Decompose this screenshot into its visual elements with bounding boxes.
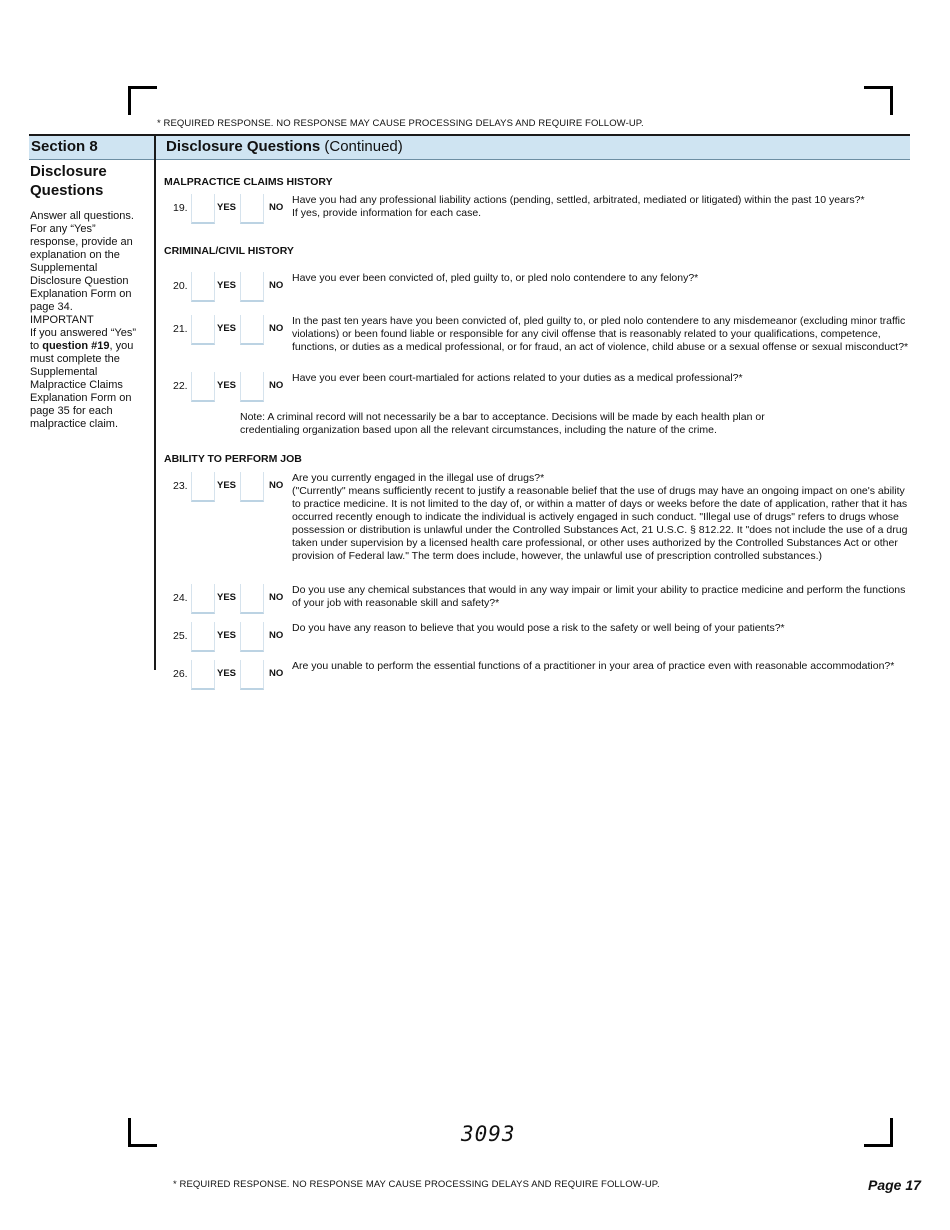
question-23 xyxy=(173,472,918,562)
question-text xyxy=(292,272,915,285)
no-label: NO xyxy=(269,380,284,391)
crop-mark-top-right xyxy=(864,86,893,115)
no-label: NO xyxy=(269,280,284,291)
question-text-line: Do you use any chemical substances that would in any way impair or limit your ability to practice medicine and perform the functions of your job with reasonable skill and safety?* xyxy=(292,584,906,609)
important-post: , you must complete the Supplemental Malpractice Claims Explanation Form on page 35 for each malpractice claim. xyxy=(30,340,134,430)
yes-checkbox-23[interactable] xyxy=(191,472,215,502)
yes-label: YES xyxy=(217,280,237,291)
question-number: 19. xyxy=(173,202,188,214)
yes-checkbox-25[interactable] xyxy=(191,622,215,652)
sidebar xyxy=(30,162,142,431)
crop-mark-top-left xyxy=(128,86,157,115)
important-pre: If you answered “Yes” to xyxy=(30,327,136,352)
section-title xyxy=(166,138,403,155)
group-title-ability: ABILITY TO PERFORM JOB xyxy=(164,453,302,465)
question-text-line: Are you unable to perform the essential functions of a practitioner in your area of practice even with reasonable accommodation?* xyxy=(292,660,895,672)
question-text xyxy=(292,622,915,635)
question-number: 25. xyxy=(173,630,188,642)
question-25 xyxy=(173,622,918,662)
question-text xyxy=(292,315,915,354)
question-number: 21. xyxy=(173,323,188,335)
section-header-bar xyxy=(29,134,910,160)
yes-label: YES xyxy=(217,380,237,391)
required-note-top: * REQUIRED RESPONSE. NO RESPONSE MAY CAUSE PROCESSING DELAYS AND REQUIRE FOLLOW-UP. xyxy=(157,118,644,129)
yes-label: YES xyxy=(217,202,237,213)
question-text-line: In the past ten years have you been convicted of, pled guilty to, or pled nolo contendere to any misdemeanor (excluding minor traffic violations) or been found liable or responsible for any civil offense that is reasonably related to your qualifications, competence, functions, or duties as a medical professional, or for fraud, an act of violence, child abuse or a sexual offense or sexual misconduct?* xyxy=(292,315,909,353)
crop-mark-bottom-left xyxy=(128,1118,157,1147)
question-19 xyxy=(173,194,918,234)
yes-label: YES xyxy=(217,323,237,334)
question-text-line: Are you currently engaged in the illegal use of drugs?* xyxy=(292,472,545,484)
question-21 xyxy=(173,315,918,355)
no-checkbox-25[interactable] xyxy=(240,622,264,652)
page-number: Page 17 xyxy=(868,1177,921,1193)
section-title-bold: Disclosure Questions xyxy=(166,138,321,155)
group-title-malpractice: MALPRACTICE CLAIMS HISTORY xyxy=(164,176,333,188)
yes-checkbox-24[interactable] xyxy=(191,584,215,614)
question-text xyxy=(292,584,915,610)
important-bold: question #19 xyxy=(42,340,110,352)
question-number: 20. xyxy=(173,280,188,292)
sidebar-title: Disclosure Questions xyxy=(30,163,107,199)
yes-label: YES xyxy=(217,480,237,491)
question-20 xyxy=(173,272,918,312)
yes-checkbox-21[interactable] xyxy=(191,315,215,345)
question-text-line: If yes, provide information for each case. xyxy=(292,207,482,219)
no-label: NO xyxy=(269,668,284,679)
crop-mark-bottom-right xyxy=(864,1118,893,1147)
no-checkbox-21[interactable] xyxy=(240,315,264,345)
question-text-line: Have you had any professional liability actions (pending, settled, arbitrated, mediated or litigated) within the past 10 years?* xyxy=(292,194,865,206)
no-checkbox-23[interactable] xyxy=(240,472,264,502)
question-text xyxy=(292,660,915,673)
question-number: 24. xyxy=(173,592,188,604)
no-label: NO xyxy=(269,480,284,491)
question-number: 22. xyxy=(173,380,188,392)
question-text xyxy=(292,372,915,385)
group-title-criminal: CRIMINAL/CIVIL HISTORY xyxy=(164,245,294,257)
no-checkbox-22[interactable] xyxy=(240,372,264,402)
no-label: NO xyxy=(269,630,284,641)
column-divider xyxy=(154,134,156,670)
no-checkbox-26[interactable] xyxy=(240,660,264,690)
yes-label: YES xyxy=(217,668,237,679)
question-text xyxy=(292,194,915,220)
criminal-record-note: Note: A criminal record will not necessarily be a bar to acceptance. Decisions will be made by each health plan or credentialing organization based upon all the relevant circumstances, including the nature of the crime. xyxy=(240,411,765,436)
no-checkbox-24[interactable] xyxy=(240,584,264,614)
question-24 xyxy=(173,584,918,624)
question-number: 26. xyxy=(173,668,188,680)
question-text xyxy=(292,472,915,563)
section-label: Section 8 xyxy=(31,138,98,155)
no-label: NO xyxy=(269,202,284,213)
yes-checkbox-26[interactable] xyxy=(191,660,215,690)
question-26 xyxy=(173,660,918,700)
no-checkbox-20[interactable] xyxy=(240,272,264,302)
question-number: 23. xyxy=(173,480,188,492)
sidebar-instructions xyxy=(30,210,142,431)
no-label: NO xyxy=(269,323,284,334)
question-text-line: ("Currently" means sufficiently recent to justify a reasonable belief that the use of drugs may have an ongoing impact on one's ability to practice medicine. It is not limited to the day of, or within a matter of days or weeks before the date of application, rather that it has occurred recently enough to indicate the individual is actively engaged in such conduct. "Illegal use of drugs" refers to drugs whose possession or distribution is unlawful under the Controlled Substances Act, 21 U.S.C. § 812.22. It "does not include the use of a drug taken under supervision by a licensed health care professional, or other uses authorized by the Controlled Substances Act or other provision of Federal law." The term does include, however, the unlawful use of prescription controlled substances.) xyxy=(292,485,908,562)
question-text-line: Do you have any reason to believe that you would pose a risk to the safety or well being of your patients?* xyxy=(292,622,785,634)
no-checkbox-19[interactable] xyxy=(240,194,264,224)
question-text-line: Have you ever been convicted of, pled guilty to, or pled nolo contendere to any felony?* xyxy=(292,272,699,284)
yes-label: YES xyxy=(217,592,237,603)
yes-checkbox-20[interactable] xyxy=(191,272,215,302)
yes-label: YES xyxy=(217,630,237,641)
sidebar-instructions-text: Answer all questions. For any “Yes” response, provide an explanation on the Supplemental Disclosure Question Explanation Form on page 34. xyxy=(30,210,134,313)
form-code-number: 3093 xyxy=(461,1122,516,1146)
yes-checkbox-22[interactable] xyxy=(191,372,215,402)
yes-checkbox-19[interactable] xyxy=(191,194,215,224)
question-text-line: Have you ever been court-martialed for actions related to your duties as a medical professional?* xyxy=(292,372,743,384)
section-title-rest: (Continued) xyxy=(324,138,403,155)
required-note-bottom: * REQUIRED RESPONSE. NO RESPONSE MAY CAUSE PROCESSING DELAYS AND REQUIRE FOLLOW-UP. xyxy=(173,1179,660,1190)
important-label: IMPORTANT xyxy=(30,314,94,326)
important-text xyxy=(30,327,142,431)
no-label: NO xyxy=(269,592,284,603)
question-22 xyxy=(173,372,918,412)
